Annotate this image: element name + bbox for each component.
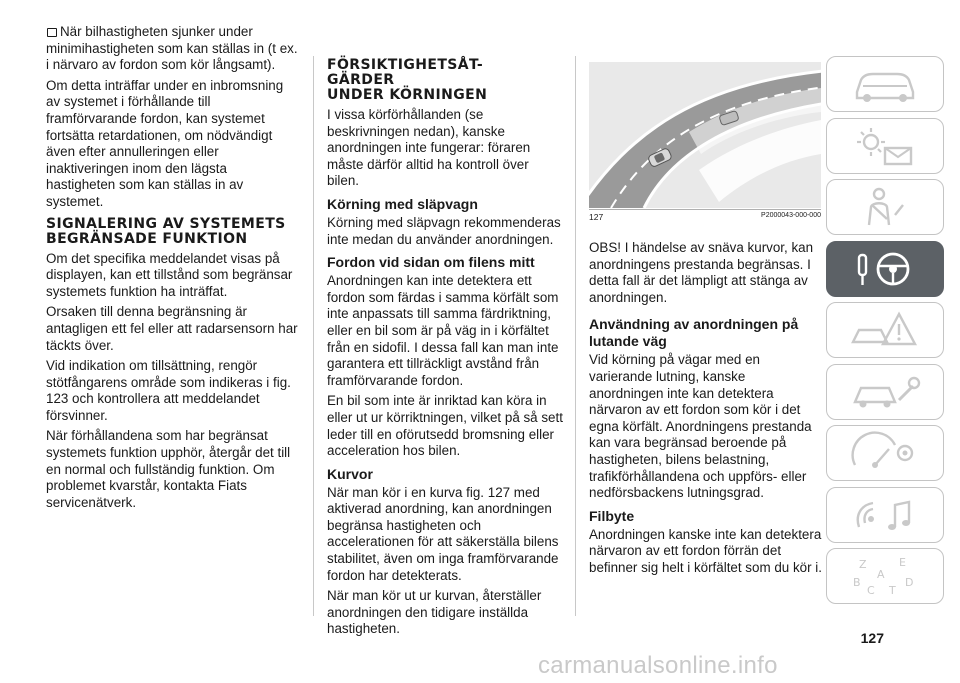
chapter-tab-lights-messages[interactable] (826, 118, 944, 174)
paragraph: När man kör ut ur kurvan, återställer anordningen den tidigare inställda hastigheten. (327, 588, 542, 637)
section-heading-signalering: SIGNALERING AV SYSTEMETS BEGRÄNSADE FUNKTION (46, 215, 286, 247)
paragraph: Körning med släpvagn rekommenderas inte medan du använder anordningen. (327, 214, 561, 247)
column-divider (313, 56, 314, 616)
index-letter: T (889, 584, 896, 597)
gauge-gear-icon (845, 431, 925, 475)
sun-envelope-icon (845, 124, 925, 168)
paragraph: Vid indikation om tillsättning, rengör stötfångarens område som indikeras i fig. 123 och kontrollera att meddelandet försvinner. (46, 358, 291, 423)
paragraph: En bil som inte är inriktad kan köra in eller ut ur körriktningen, vilket på så sett leder till en oförutsedd bromsning eller acceleration hos bilen. (327, 393, 563, 459)
index-letter: Z (859, 558, 867, 571)
figure-number: 127 (589, 212, 604, 222)
index-letter: E (899, 556, 906, 569)
intro-paragraph: När bilhastigheten sjunker under minimihastigheten som kan ställas in (t ex. i närvaro av fordon som kör långsamt). (46, 24, 298, 73)
figure-127 (589, 62, 821, 224)
chapter-tab-index[interactable] (826, 548, 944, 604)
chapter-tab-technical-data[interactable] (826, 425, 944, 481)
key-steering-wheel-icon (845, 247, 925, 291)
satellite-music-icon (845, 493, 925, 537)
paragraph: OBS! I händelse av snäva kurvor, kan anordningens prestanda begränsas. I detta fall är det lämpligt att stänga av anordningen. (589, 240, 814, 305)
text-column-2 (327, 58, 563, 642)
chapter-tab-emergency[interactable] (826, 302, 944, 358)
subheading-lutande-vag: Användning av anordningen på lutande väg (589, 316, 799, 350)
paragraph: När man kör i en kurva fig. 127 med aktiverad anordning, kan anordningen begränsa hastigheten och accelerationen för att säkerställa bilens stabilitet, även om inga framförvarande fordon har detekterats. (327, 484, 559, 583)
index-letter: D (905, 576, 914, 589)
car-icon (845, 62, 925, 106)
figure-caption-rule (589, 209, 821, 210)
seat-belt-icon (845, 185, 925, 229)
paragraph: Om det specifika meddelandet visas på displayen, kan ett tillstånd som begränsar systemets funktion ha inträffat. (46, 250, 293, 299)
paragraph: Orsaken till denna begränsning är antagligen ett fel eller att radarsensorn har täckts över. (46, 304, 298, 353)
road-curve-image (589, 62, 821, 208)
index-letter: C (867, 584, 875, 597)
chapter-tab-starting-driving[interactable] (826, 241, 944, 297)
subheading-filbyte: Filbyte (589, 507, 635, 524)
subheading-fordon: Fordon vid sidan om filens mitt (327, 254, 535, 271)
index-letter: B (853, 576, 861, 589)
column-divider (575, 56, 576, 616)
chapter-tab-multimedia[interactable] (826, 487, 944, 543)
chapter-tab-safety[interactable] (826, 179, 944, 235)
subheading-slapvagn: Körning med släpvagn (327, 195, 478, 212)
site-watermark: carmanualsonline.info (538, 652, 778, 679)
index-letter: A (877, 568, 885, 581)
curved-road-illustration (589, 62, 821, 208)
paragraph: Om detta inträffar under en inbromsning av systemet i förhållande till framförvarande fordon, kan systemet fortsätta retardationen, om nödvändigt även efter annulleringen eller inaktiveringen inom den lägsta hastigheten som kan ställas in av systemet. (46, 77, 284, 209)
text-column-3 (589, 240, 823, 581)
alphabet-index-icon (845, 554, 925, 598)
figure-code: P2000043-000-000 (761, 212, 821, 219)
warning-car-icon (845, 308, 925, 352)
subheading-kurvor: Kurvor (327, 465, 373, 482)
wrench-car-icon (845, 370, 925, 414)
section-heading-forsiktighet: FÖRSIKTIGHETSÅT- GÄRDER UNDER KÖRNINGEN (327, 57, 488, 103)
paragraph: När förhållandena som har begränsat systemets funktion upphör, återgår det till en normal och fullständig funktion. Om problemet kvarstår, kontakta Fiats servicenätverk. (46, 428, 291, 510)
text-column-1 (46, 24, 298, 515)
chapter-tab-car[interactable] (826, 56, 944, 112)
chapter-index-sidebar (826, 56, 944, 610)
note-square-icon (46, 28, 57, 37)
paragraph: I vissa körförhållanden (se beskrivningen nedan), kanske anordningen inte fungerar: föraren måste därför alltid ha kontroll över bilen. (327, 107, 531, 189)
page-number: 127 (860, 630, 884, 646)
paragraph: Anordningen kanske inte kan detektera närvaron av ett fordon förrän det befinner sig helt i körfältet som du kör i. (589, 526, 822, 575)
paragraph: Vid körning på vägar med en varierande lutning, kanske anordningen inte kan detektera närvaron av ett fordon som kör i det egna körfält. Anordningens prestanda kan vara begränsad beroende på hastigheten, bilens belastning, trafikförhållandena och uppförs- eller nedförsbackens lutningsgrad. (589, 352, 812, 501)
paragraph: Anordningen kan inte detektera ett fordon som färdas i samma körfält som inte anpassats till samma färdriktning, eller en bil som är på väg in i körfältet från en sidofil. I dessa fall kan man inte garantera ett tillräckligt avstånd från framförvarande fordon. (327, 273, 559, 388)
chapter-tab-maintenance[interactable] (826, 364, 944, 420)
